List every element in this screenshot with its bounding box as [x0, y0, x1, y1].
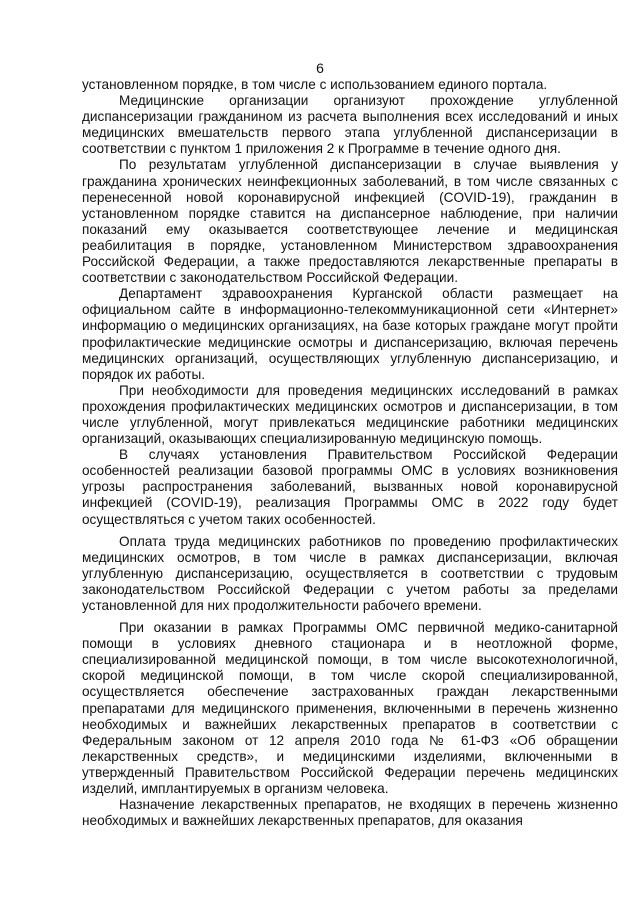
paragraph-results: По результатам углубленной диспансеризации в случае выявления у гражданина хронических неинфекционных заболеваний, в том числе связанных с перенесенной новой коронавирусной инфекцией (COVID-19), гражданин в установленном порядке ставится на диспансерное наблюдение, при наличии показаний ему оказывается соответствующее лечение и медицинская реабилитация в порядке, установленном Министерством здравоохранения Российской Федерации, а также предоставляются лекарственные препараты в соответствии с законодательством Российской Федерации. — [82, 157, 618, 286]
paragraph-department: Департамент здравоохранения Курганской области размещает на официальном сайте в информационно-телекоммуникационной сети «Интернет» информацию о медицинских организациях, на базе которых граждане могут пройти профилактические медицинские осмотры и диспансеризацию, включая перечень медицинских организаций, осуществляющих углубленную диспансеризацию, и порядок их работы. — [82, 286, 618, 382]
paragraph-provision: При оказании в рамках Программы ОМС первичной медико-санитарной помощи в условиях дневного стационара и в неотложной форме, специализированной медицинской помощи, в том числе высокотехнологичной, скорой медицинской помощи, в том числе скорой специализированной, осуществляется обеспечение застрахованных граждан лекарственными препаратами для медицинского применения, включенными в перечень жизненно необходимых и важнейших лекарственных препаратов в соответствии с Федеральным законом от 12 апреля 2010 года № 61-ФЗ «Об обращении лекарственных средств», и медицинскими изделиями, включенными в утвержденный Правительством Российской Федерации перечень медицинских изделий, имплантируемых в организм человека. — [82, 620, 618, 797]
paragraph-payment: Оплата труда медицинских работников по проведению профилактических медицинских осмотров, в том числе в рамках диспансеризации, включая углубленную диспансеризацию, осуществляется в соответствии с трудовым законодательством Российской Федерации с учетом работы за пределами установленной для них продолжительности рабочего времени. — [82, 533, 618, 613]
paragraph-medical-organizations: Медицинские организации организуют прохождение углубленной диспансеризации гражданином из расчета выполнения всех исследований и иных медицинских вмешательств первого этапа углубленной диспансеризации в соответствии с пунктом 1 приложения 2 к Программе в течение одного дня. — [82, 93, 618, 157]
page-number: 6 — [316, 60, 324, 76]
paragraph-prescription: Назначение лекарственных препаратов, не входящих в перечень жизненно необходимых и важнейших лекарственных препаратов, для оказания — [82, 797, 618, 829]
paragraph-necessity: При необходимости для проведения медицинских исследований в рамках прохождения профилактических медицинских осмотров и диспансеризации, в том числе углубленной, могут привлекаться медицинские работники медицинских организаций, оказывающих специализированную медицинскую помощь. — [82, 382, 618, 447]
document-body — [82, 77, 618, 829]
paragraph-government-cases: В случаях установления Правительством Российской Федерации особенностей реализации базовой программы ОМС в условиях возникновения угрозы распространения заболеваний, вызванных новой коронавирусной инфекцией (COVID-19), реализация Программы ОМС в 2022 году будет осуществляться с учетом таких особенностей. — [82, 447, 618, 527]
paragraph-continuation: установленном порядке, в том числе с использованием единого портала. — [82, 77, 548, 92]
